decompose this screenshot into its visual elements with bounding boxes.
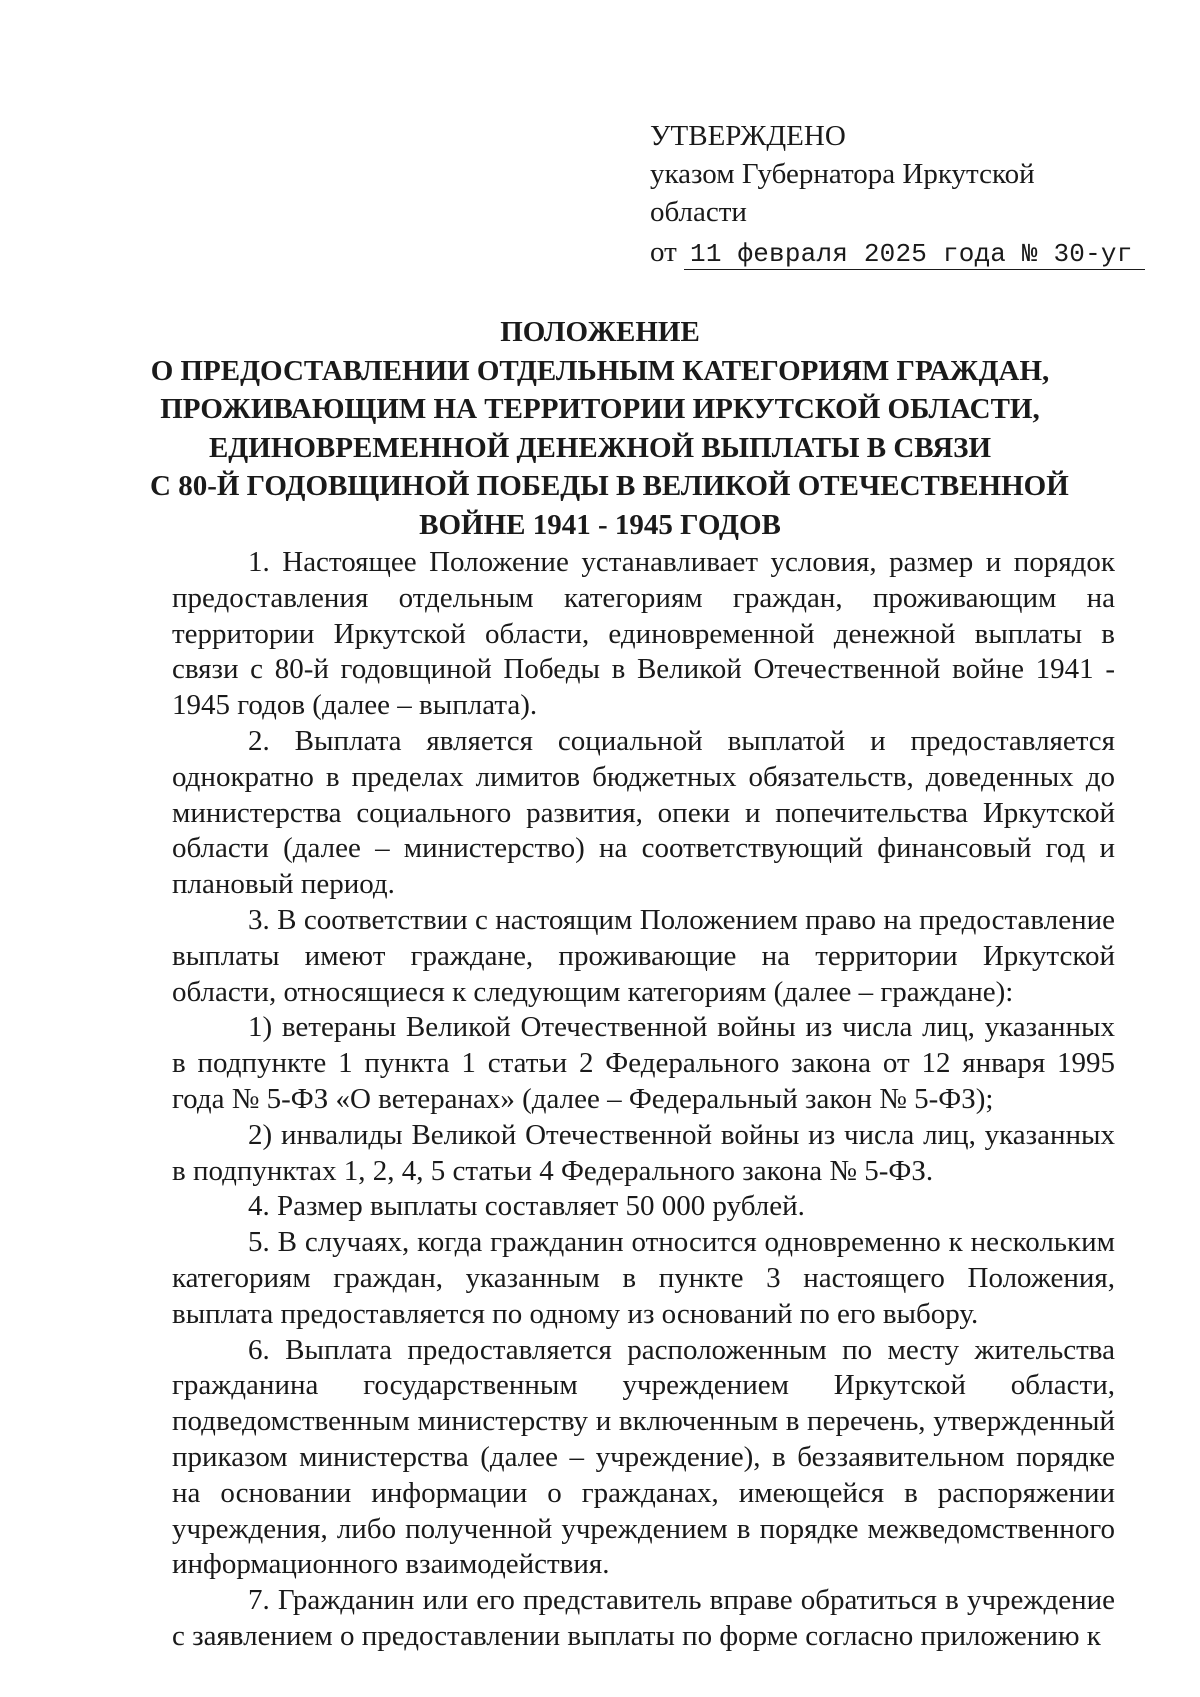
approval-stamp	[650, 117, 1133, 273]
paragraph-4: 4. Размер выплаты составляет 50 000 рублей.	[248, 1190, 805, 1223]
title-line-1: ПОЛОЖЕНИЕ	[500, 316, 700, 348]
document-title	[150, 313, 1069, 544]
title-line-4: ЕДИНОВРЕМЕННОЙ ДЕНЕЖНОЙ ВЫПЛАТЫ В СВЯЗИ	[208, 431, 992, 464]
approval-date-line	[650, 233, 1133, 273]
subitem-3-2: 2) инвалиды Великой Отечественной войны из числа лиц, указанных в подпунктах 1, 2, 4, 5 статьи 4 Федерального закона № 5-ФЗ.	[172, 1118, 1115, 1187]
paragraph-7: 7. Гражданин или его представитель вправе обратиться в учреждение с заявлением о предоставлении выплаты по форме согласно приложению к	[172, 1584, 1115, 1652]
title-line-6: ВОЙНЕ 1941 - 1945 ГОДОВ	[419, 508, 781, 541]
title-line-3: ПРОЖИВАЮЩИМ НА ТЕРРИТОРИИ ИРКУТСКОЙ ОБЛАСТИ,	[160, 393, 1040, 425]
approval-authority: указом Губернатора Иркутской	[650, 158, 1035, 190]
document-body	[172, 545, 1115, 1655]
paragraph-6: 6. Выплата предоставляется расположенным по месту жительства гражданина государственным учреждением Иркутской области, подведомственным министерству и включенным в перечень, утвержденный приказом министерства (далее – учреждение), в беззаявительном порядке на основании информации о гражданах, имеющейся в распоряжении учреждения, либо полученной учреждением в порядке межведомственного информационного взаимодействия.	[172, 1333, 1115, 1581]
title-line-5: С 80-Й ГОДОВЩИНОЙ ПОБЕДЫ В ВЕЛИКОЙ ОТЕЧЕСТВЕННОЙ	[150, 470, 1069, 502]
title-line-2: О ПРЕДОСТАВЛЕНИИ ОТДЕЛЬНЫМ КАТЕГОРИЯМ ГРАЖДАН,	[150, 354, 1050, 387]
paragraph-2: 2. Выплата является социальной выплатой и предоставляется однократно в пределах лимитов бюджетных обязательств, доведенных до министерства социального развития, опеки и попечительства Иркутской области (далее – министерство) на соответствующий финансовый год и плановый период.	[172, 724, 1115, 901]
paragraph-3: 3. В соответствии с настоящим Положением право на предоставление выплаты имеют граждане, проживающие на территории Иркутской области, относящиеся к следующим категориям (далее – граждане):	[172, 903, 1115, 1008]
approval-date-value: 11 февраля 2025 года № 30-уг	[684, 239, 1144, 270]
paragraph-5: 5. В случаях, когда гражданин относится одновременно к нескольким категориям граждан, указанным в пункте 3 настоящего Положения, выплата предоставляется по одному из оснований по его выбору.	[172, 1226, 1115, 1330]
approval-heading: УТВЕРЖДЕНО	[650, 120, 846, 152]
approval-region: области	[650, 196, 747, 228]
paragraph-1: 1. Настоящее Положение устанавливает условия, размер и порядок предоставления отдельным категориям граждан, проживающим на территории Иркутской области, единовременной денежной выплаты в связи с 80-й годовщиной Победы в Великой Отечественной войне 1941 - 1945 годов (далее – выплата).	[172, 546, 1115, 722]
approval-date-prefix: от	[650, 236, 677, 268]
subitem-3-1: 1) ветераны Великой Отечественной войны из числа лиц, указанных в подпункте 1 пункта 1 статьи 2 Федерального закона от 12 января 1995 года № 5-ФЗ «О ветеранах» (далее – Федеральный закон № 5-ФЗ);	[172, 1011, 1115, 1115]
